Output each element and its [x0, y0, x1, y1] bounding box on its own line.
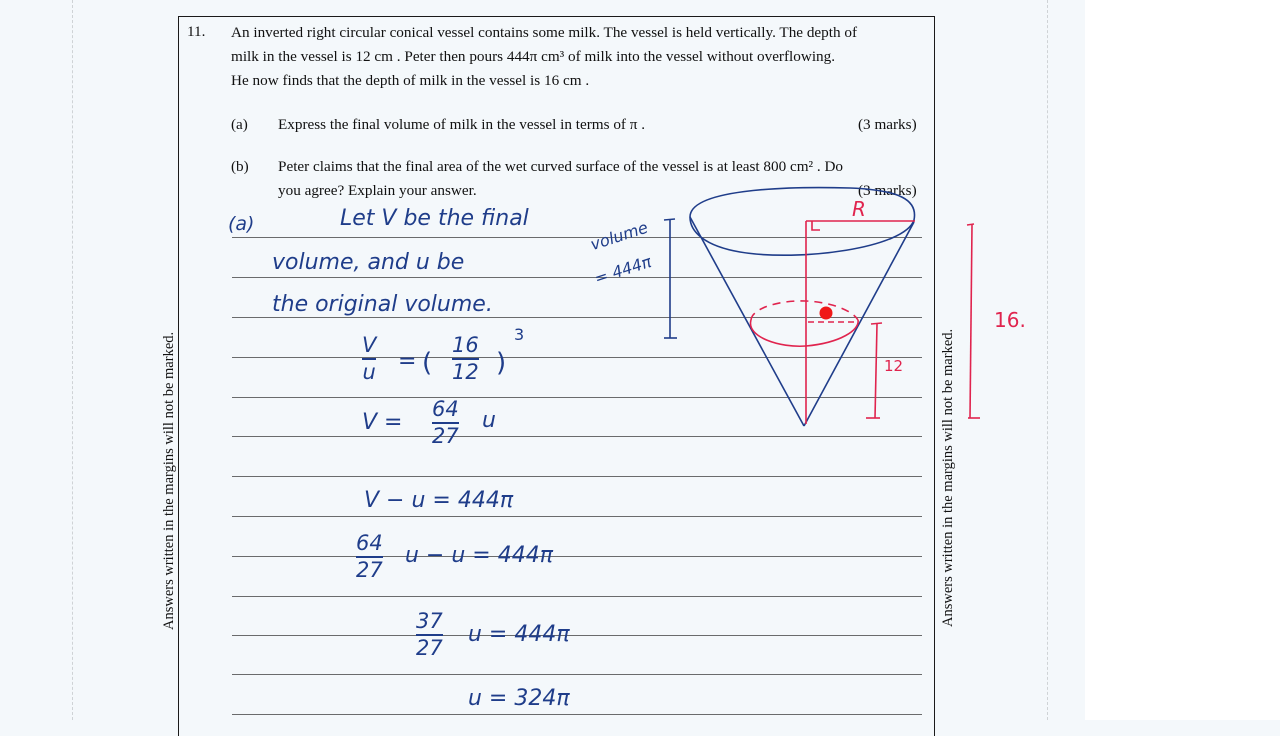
frac-den: 27 [416, 636, 443, 660]
hw-eq4-rest: u − u = 444π [405, 543, 553, 568]
question-stem-line-3: He now finds that the depth of milk in the vessel is 16 cm . [231, 72, 590, 89]
label-depth-16: 16. [994, 308, 1026, 332]
question-stem-line-1: An inverted right circular conical vessel contains some milk. The vessel is held vertically. The depth of [231, 24, 858, 41]
question-number: 11. [187, 23, 206, 40]
hw-eq2-lhs: V = [362, 410, 403, 435]
label-radius-R: R [852, 197, 866, 221]
label-depth-12: 12 [884, 357, 904, 375]
hw-paren-open: ( [422, 348, 433, 378]
part-a-label: (a) [231, 116, 248, 133]
hw-eq5-rest: u = 444π [468, 622, 570, 647]
frac-num: 37 [416, 609, 443, 633]
frac-num: 16 [452, 333, 479, 357]
right-margin-note: Answers written in the margins will not be marked. [940, 328, 956, 627]
red-annotations [751, 221, 980, 424]
frac-den: 12 [452, 360, 479, 384]
frac-den: u [362, 360, 376, 384]
frac-num: V [362, 333, 377, 357]
hw-line-1: Let V be the final [340, 206, 529, 231]
hw-paren-close: ) [496, 348, 507, 378]
hw-eq3: V − u = 444π [364, 488, 514, 513]
hw-eq2-var: u [482, 408, 496, 433]
hw-exponent: 3 [514, 325, 525, 344]
cone-outline [690, 188, 915, 426]
question-stem-line-2: milk in the vessel is 12 cm . Peter then pours 444π cm³ of milk into the vessel without overflowing. [231, 48, 836, 65]
volume-note-line-1: volume [588, 217, 651, 255]
volume-note-line-2: = 444π [592, 251, 654, 289]
hw-line-3: the original volume. [272, 292, 493, 317]
part-b-text-line-2: you agree? Explain your answer. [278, 182, 477, 199]
hw-part-label: (a) [228, 213, 255, 235]
part-b-text-line-1: Peter claims that the final area of the wet curved surface of the vessel is at least 800 cm² . Do [278, 158, 844, 175]
left-margin-note: Answers written in the margins will not be marked. [161, 331, 177, 630]
hw-eq1-equals: = [398, 349, 417, 374]
part-a-marks: (3 marks) [858, 116, 917, 133]
frac-num: 64 [356, 531, 383, 555]
part-b-label: (b) [231, 158, 249, 175]
hw-line-2: volume, and u be [272, 250, 465, 275]
part-b-marks: (3 marks) [858, 182, 917, 199]
hw-eq6: u = 324π [468, 686, 570, 711]
frac-den: 27 [432, 424, 459, 448]
frac-den: 27 [356, 558, 383, 582]
part-a-text: Express the final volume of milk in the vessel in terms of π . [278, 116, 646, 133]
volume-bracket [664, 219, 677, 338]
frac-num: 64 [432, 397, 459, 421]
cursor-dot-icon [820, 307, 833, 320]
